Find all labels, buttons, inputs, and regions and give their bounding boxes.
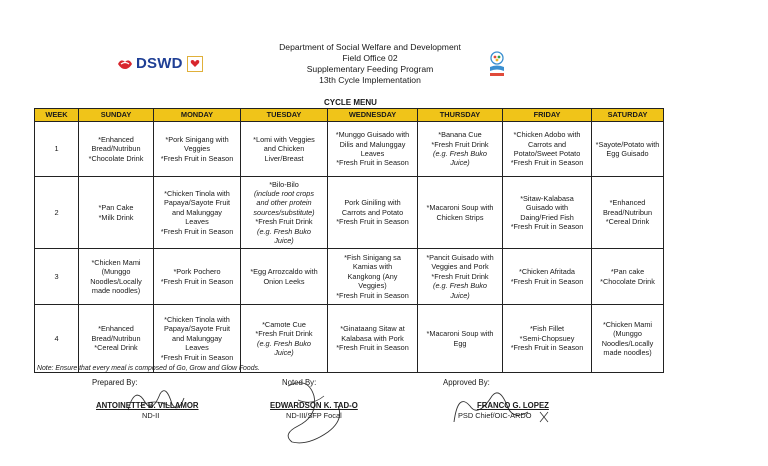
menu-cell (328, 122, 418, 177)
menu-item-line: Bread/Nutribun (91, 333, 141, 343)
menu-item-line: Juice) (450, 290, 470, 300)
menu-item-line: Kangkong (Any (347, 271, 398, 281)
menu-item-line: *Chicken Tinola with (164, 188, 230, 198)
menu-item-line: *Semi-Chopsuey (519, 333, 575, 343)
menu-cell (503, 249, 592, 305)
column-header-week: WEEK (35, 109, 79, 122)
hands-logo-icon (117, 57, 133, 70)
menu-cell (241, 177, 328, 249)
menu-item-line: Juice) (450, 158, 470, 168)
menu-cell (592, 122, 664, 177)
menu-item-line: *Munggo Guisado with (335, 130, 410, 140)
menu-item-line: *Chicken Mami (91, 257, 141, 267)
menu-cell (154, 249, 241, 305)
approved-by-label: Approved By: (443, 378, 490, 387)
menu-cell (418, 122, 503, 177)
menu-item-line: made noodles) (603, 347, 652, 357)
menu-item-line: Potato/Sweet Potato (513, 149, 581, 158)
week-number-cell: 3 (35, 249, 79, 305)
menu-item-line: *Fresh Fruit in Season (160, 153, 234, 163)
menu-cell (503, 177, 592, 249)
menu-item-line: *Sitaw-Kalabasa (520, 193, 574, 203)
menu-item-line: Leaves (360, 149, 385, 158)
menu-item-line: *Fresh Fruit in Season (510, 221, 584, 231)
menu-item-line: *Fresh Fruit in Season (510, 343, 584, 353)
column-header-sunday: SUNDAY (79, 109, 154, 122)
menu-cell (328, 177, 418, 249)
table-row (35, 249, 664, 305)
menu-cell (328, 249, 418, 305)
column-header-saturday: SATURDAY (592, 109, 664, 122)
menu-item-line: Carrots and Potato (341, 207, 404, 217)
menu-cell (418, 249, 503, 305)
document-header (200, 42, 540, 86)
menu-cell (154, 305, 241, 373)
menu-item-line: and other protein (256, 198, 312, 208)
menu-cell (592, 177, 664, 249)
menu-cell (154, 177, 241, 249)
menu-cell (241, 249, 328, 305)
menu-item-line: Carrots and (527, 139, 567, 149)
menu-item-line: *Bilo-Bilo (269, 179, 299, 189)
menu-item-line: Noodles/Locally (601, 338, 654, 348)
menu-item-line: (e.g. Fresh Buko (433, 149, 487, 158)
column-header-thursday: THURSDAY (418, 109, 503, 122)
prepared-by-name: ANTOINETTE B. VILLAMOR (96, 401, 199, 410)
menu-cell (79, 305, 154, 373)
menu-item-line: *Chocolate Drink (88, 153, 144, 163)
menu-item-line: *Egg Arrozcaldo with (250, 267, 318, 277)
menu-cell (592, 305, 664, 373)
menu-item-line: *Enhanced (98, 324, 134, 334)
menu-cell (79, 249, 154, 305)
menu-item-line: Egg (453, 338, 467, 348)
menu-item-line: Leaves (185, 343, 209, 353)
table-row (35, 122, 664, 177)
menu-item-line: *Cereal Drink (605, 217, 650, 227)
menu-item-line: Onion Leeks (263, 276, 305, 286)
menu-item-line: and Chicken (263, 144, 305, 154)
menu-item-line: *Fresh Fruit in Season (336, 343, 409, 353)
menu-item-line: *Enhanced (609, 198, 646, 208)
menu-item-line: *Macaroni Soup with (426, 329, 494, 339)
column-header-wednesday: WEDNESDAY (328, 109, 418, 122)
menu-item-line: Veggies and Pork (431, 262, 489, 272)
menu-item-line: Papaya/Sayote Fruit (163, 324, 231, 334)
menu-item-line: *Fresh Fruit in Season (510, 276, 584, 286)
menu-item-line: *Chicken Afritada (519, 267, 575, 277)
menu-item-line: Veggies (184, 144, 210, 154)
table-row (35, 305, 664, 373)
menu-item-line: Veggies) (358, 281, 387, 291)
menu-item-line: Kamias with (352, 262, 393, 272)
menu-item-line: *Ginataang Sitaw at (340, 324, 405, 334)
cycle-implementation: 13th Cycle Implementation (319, 75, 421, 85)
menu-item-line: *Chicken Mami (602, 319, 653, 329)
noted-by-label: Noted By: (282, 378, 317, 387)
agency-name: Department of Social Welfare and Development (279, 42, 461, 52)
menu-cell (592, 249, 664, 305)
menu-item-line: Juice) (274, 347, 294, 357)
menu-item-line: sources/substitute) (253, 207, 315, 217)
menu-item-line: *Fish Sinigang sa (344, 252, 401, 262)
menu-item-line: *Chicken Adobo with (513, 130, 581, 140)
menu-cell (241, 122, 328, 177)
menu-item-line: (Munggo (101, 267, 131, 277)
menu-item-line: Noodles/Locally (90, 276, 142, 286)
menu-item-line: made noodles) (91, 285, 141, 295)
menu-cell (241, 305, 328, 373)
noted-by-name: EDWARDSON K. TAD-O (270, 401, 358, 410)
menu-item-line: (e.g. Fresh Buko (433, 281, 487, 291)
menu-item-line: *Fresh Fruit in Season (336, 158, 409, 168)
meal-note: Note: Ensure that every meal is composed of Go, Grow and Glow Foods. (37, 365, 260, 372)
menu-item-line: *Sayote/Potato with (595, 139, 660, 149)
approved-by-name: FRANCO G. LOPEZ (477, 401, 549, 410)
menu-item-line: *Cereal Drink (94, 343, 138, 353)
menu-item-line: *Fresh Fruit Drink (255, 217, 313, 227)
menu-item-line: Dilis and Malunggay (339, 139, 406, 149)
menu-item-line: Egg Guisado (606, 149, 649, 158)
cycle-menu-title: CYCLE MENU (324, 98, 377, 107)
menu-item-line: *Chocolate Drink (600, 276, 655, 286)
menu-item-line: Papaya/Sayote Fruit (163, 198, 231, 208)
menu-item-line: (e.g. Fresh Buko (257, 338, 311, 348)
week-number-cell: 4 (35, 305, 79, 373)
logo-text: DSWD (136, 55, 183, 72)
menu-cell (79, 122, 154, 177)
program-name: Supplementary Feeding Program (306, 64, 434, 74)
menu-item-line: *Fresh Fruit in Season (160, 276, 234, 286)
menu-item-line: Juice) (274, 236, 294, 246)
menu-item-line: *Fish Fillet (529, 324, 565, 334)
menu-cell (503, 305, 592, 373)
menu-item-line: Bread/Nutribun (91, 144, 141, 154)
menu-item-line: *Milk Drink (98, 212, 134, 222)
menu-item-line: *Enhanced (98, 134, 134, 144)
menu-item-line: *Pancit Guisado with (426, 252, 494, 262)
menu-item-line: Liver/Breast (264, 153, 304, 163)
menu-item-line: *Fresh Fruit in Season (510, 158, 584, 168)
menu-cell (79, 177, 154, 249)
menu-item-line: Kalabasa with Pork (341, 333, 404, 343)
dswd-logo (117, 55, 203, 72)
approved-by-title: PSD Chief/OIC-ARDO (458, 411, 532, 420)
week-number-cell: 2 (35, 177, 79, 249)
column-header-tuesday: TUESDAY (241, 109, 328, 122)
menu-item-line: Chicken Strips (436, 212, 484, 222)
menu-item-line: *Fresh Fruit Drink (431, 271, 489, 281)
menu-cell (328, 305, 418, 373)
noted-by-title: ND-III/SFP Focal (286, 411, 342, 420)
field-office: Field Office 02 (342, 53, 398, 63)
menu-item-line: *Fresh Fruit in Season (336, 290, 409, 300)
menu-item-line: *Pan cake (610, 267, 645, 277)
cycle-menu-table (34, 108, 664, 373)
menu-item-line: Guisado with (525, 203, 569, 213)
column-header-monday: MONDAY (154, 109, 241, 122)
menu-item-line: *Macaroni Soup with (426, 203, 494, 213)
menu-item-line: and Malunggay (172, 207, 222, 217)
menu-item-line: *Lomi with Veggies (253, 134, 315, 144)
menu-item-line: *Fresh Fruit in Season (336, 217, 409, 227)
menu-item-line: *Camote Cue (262, 319, 306, 329)
menu-item-line: Daing/Fried Fish (520, 212, 574, 222)
menu-item-line: and Malunggay (172, 333, 222, 343)
menu-item-line: *Chicken Tinola with (164, 314, 230, 324)
menu-item-line: (Munggo (613, 329, 642, 339)
table-row (35, 177, 664, 249)
menu-item-line: *Fresh Fruit Drink (431, 139, 489, 149)
column-header-friday: FRIDAY (503, 109, 592, 122)
menu-item-line: Pork Giniling with (344, 198, 401, 208)
menu-cell (418, 177, 503, 249)
menu-item-line: *Fresh Fruit Drink (255, 329, 313, 339)
prepared-by-label: Prepared By: (92, 378, 138, 387)
menu-cell (154, 122, 241, 177)
menu-item-line: Bread/Nutribun (602, 207, 653, 217)
menu-item-line: *Fresh Fruit in Season (160, 226, 234, 236)
table-header-row (35, 109, 664, 122)
week-number-cell: 1 (35, 122, 79, 177)
menu-item-line: (e.g. Fresh Buko (257, 226, 311, 236)
menu-body (35, 122, 664, 373)
menu-item-line: (include root crops (253, 188, 315, 198)
menu-item-line: *Pork Pochero (173, 267, 221, 277)
prepared-by-title: ND-II (142, 411, 160, 420)
menu-item-line: *Banana Cue (438, 130, 482, 140)
menu-item-line: *Pork Sinigang with (165, 134, 229, 144)
menu-item-line: *Pan Cake (98, 203, 134, 213)
menu-cell (503, 122, 592, 177)
menu-cell (418, 305, 503, 373)
menu-item-line: Leaves (185, 217, 209, 227)
menu-item-line: *Fresh Fruit in Season (160, 352, 234, 362)
